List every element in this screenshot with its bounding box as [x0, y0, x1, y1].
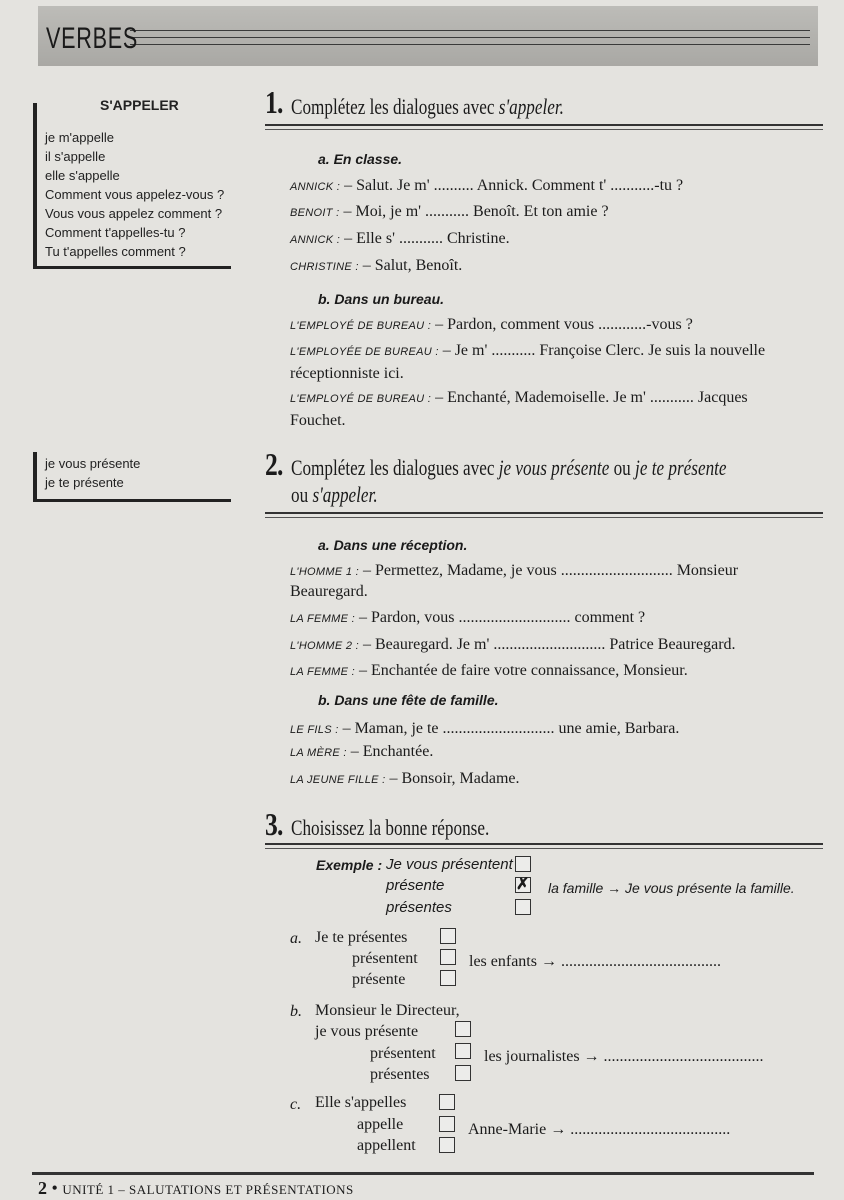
exercise1-title-text: Complétez les dialogues avec — [291, 94, 499, 119]
exercise1a-heading: a. En classe. — [318, 151, 403, 167]
exercise3-rule — [265, 843, 823, 849]
utterance: Fouchet. — [290, 412, 346, 429]
dialogue-line — [290, 174, 825, 199]
item-b-option: je vous présente — [315, 1023, 419, 1040]
utterance: – Bonsoir, Madame. — [389, 770, 520, 787]
item-c-checkbox[interactable] — [439, 1116, 455, 1132]
dialogue-line — [290, 580, 825, 603]
item-b-answer-line[interactable]: les journalistes → ........................................ — [484, 1048, 764, 1065]
speaker: CHRISTINE : — [290, 261, 359, 273]
sidebar1-bottom-rule — [33, 266, 231, 269]
exercise2-title-text: Complétez les dialogues avec — [291, 455, 499, 480]
speaker: LA MÈRE : — [290, 747, 347, 759]
dialogue-line — [290, 227, 825, 252]
item-c-checkbox[interactable] — [439, 1137, 455, 1153]
utterance: – Enchanté, Mademoiselle. Je m' ........... Jacques — [435, 389, 748, 406]
sidebar2-bar — [33, 452, 37, 502]
utterance: Beauregard. — [290, 583, 368, 600]
sidebar1-line: elle s'appelle — [45, 168, 120, 183]
speaker: BENOIT : — [290, 207, 340, 219]
footer-rule — [32, 1172, 814, 1175]
sidebar2-line: je te présente — [45, 475, 124, 490]
item-c-option: Elle s'appelles — [315, 1094, 407, 1111]
speaker: LE FILS : — [290, 724, 339, 736]
utterance: réceptionniste ici. — [290, 365, 404, 382]
example-answer: la famille → Je vous présente la famille. — [548, 880, 795, 896]
item-c-option: appellent — [357, 1137, 416, 1154]
item-b-option: présentent — [370, 1045, 436, 1062]
item-b-option: présentes — [370, 1066, 430, 1083]
exercise2-title-verb: s'appeler. — [312, 482, 378, 507]
dialogue-line — [290, 659, 825, 684]
utterance: – Permettez, Madame, je vous ............................ Monsieur — [362, 562, 739, 579]
page-number: 2 — [38, 1178, 47, 1198]
item-c-checkbox[interactable] — [439, 1094, 455, 1110]
utterance: – Pardon, vous ............................ comment ? — [358, 609, 646, 626]
dialogue-line — [290, 409, 825, 432]
dialogue-line — [290, 606, 825, 631]
item-c-answer-line[interactable]: Anne-Marie → ........................................ — [468, 1121, 731, 1138]
page-footer — [38, 1178, 354, 1199]
exercise1b-heading: b. Dans un bureau. — [318, 291, 445, 307]
sidebar1-title: S'APPELER — [100, 97, 179, 113]
exercise3-number: 3. — [265, 806, 283, 842]
sidebar2-list — [45, 454, 140, 492]
footer-bullet: • — [51, 1178, 58, 1198]
example-option: présente — [386, 877, 445, 894]
dialogue-line — [290, 200, 825, 225]
speaker: ANNICK : — [290, 234, 341, 246]
header-rule-2 — [130, 37, 810, 38]
exercise2-title-or: ou — [609, 455, 636, 480]
dialogue-line — [290, 339, 825, 364]
item-a-option: Je te présentes — [315, 929, 408, 946]
speaker: L'HOMME 1 : — [290, 566, 359, 578]
utterance: – Beauregard. Je m' ............................ Patrice Beauregard. — [362, 636, 736, 653]
example-option: présentes — [386, 899, 452, 916]
sidebar1-line: je m'appelle — [45, 130, 114, 145]
exercise1-number: 1. — [265, 84, 283, 120]
dialogue-line — [290, 313, 825, 338]
item-b-checkbox[interactable] — [455, 1065, 471, 1081]
utterance: – Moi, je m' ........... Benoît. Et ton amie ? — [343, 203, 609, 220]
sidebar1-line: Tu t'appelles comment ? — [45, 244, 186, 259]
example-option: Je vous présentent — [386, 856, 513, 873]
header-band — [38, 6, 818, 66]
utterance: – Enchantée de faire votre connaissance, Monsieur. — [358, 662, 688, 679]
section-title: VERBES — [46, 22, 138, 55]
item-b-checkbox[interactable] — [455, 1021, 471, 1037]
speaker: L'EMPLOYÉ DE BUREAU : — [290, 393, 432, 405]
example-checkbox-checked[interactable] — [515, 877, 531, 893]
exercise1-title — [291, 94, 564, 120]
utterance: – Pardon, comment vous ............-vous ? — [435, 316, 693, 333]
speaker: L'HOMME 2 : — [290, 640, 359, 652]
exercise1-title-verb: s'appeler. — [498, 94, 564, 119]
item-a-checkbox[interactable] — [440, 928, 456, 944]
header-rule-1 — [130, 30, 810, 31]
item-c-option: appelle — [357, 1116, 404, 1133]
exercise2-rule — [265, 512, 823, 518]
speaker: LA FEMME : — [290, 613, 355, 625]
item-a-answer-line[interactable]: les enfants → ........................................ — [469, 953, 721, 970]
item-a-label: a. — [290, 930, 302, 947]
example-label: Exemple : — [316, 857, 383, 873]
dialogue-line — [290, 362, 825, 385]
example-checkbox[interactable] — [515, 899, 531, 915]
utterance: – Elle s' ........... Christine. — [344, 230, 510, 247]
exercise2-title-line2 — [291, 482, 378, 508]
example-checkbox[interactable] — [515, 856, 531, 872]
exercise2a-heading: a. Dans une réception. — [318, 537, 468, 553]
dialogue-line — [290, 717, 825, 742]
item-b-lead: Monsieur le Directeur, — [315, 1002, 460, 1019]
exercise1-rule — [265, 124, 823, 130]
item-b-checkbox[interactable] — [455, 1043, 471, 1059]
dialogue-line — [290, 633, 825, 658]
exercise2-title-phrase1: je vous présente — [498, 455, 610, 480]
speaker: LA JEUNE FILLE : — [290, 774, 386, 786]
exercise2-title-or2: ou — [291, 482, 313, 507]
item-b-label: b. — [290, 1003, 302, 1020]
sidebar1-line: Comment vous appelez-vous ? — [45, 187, 225, 202]
utterance: – Enchantée. — [350, 743, 434, 760]
speaker: L'EMPLOYÉ DE BUREAU : — [290, 320, 432, 332]
utterance: – Maman, je te ............................ une amie, Barbara. — [342, 720, 680, 737]
item-a-checkbox[interactable] — [440, 949, 456, 965]
item-a-checkbox[interactable] — [440, 970, 456, 986]
dialogue-line — [290, 767, 825, 792]
item-c-label: c. — [290, 1096, 302, 1113]
sidebar2-bottom-rule — [33, 499, 231, 502]
exercise2-title-line1 — [291, 455, 727, 481]
item-a-option: présente — [352, 971, 406, 988]
sidebar1-bar — [33, 103, 37, 269]
sidebar1-line: Vous vous appelez comment ? — [45, 206, 223, 221]
dialogue-line — [290, 386, 825, 411]
utterance: – Salut, Benoît. — [362, 257, 463, 274]
dialogue-line — [290, 254, 825, 279]
sidebar2-line: je vous présente — [45, 456, 141, 471]
sidebar1-line: il s'appelle — [45, 149, 106, 164]
exercise2-number: 2. — [265, 446, 283, 482]
exercise3-title: Choisissez la bonne réponse. — [291, 815, 490, 840]
speaker: ANNICK : — [290, 181, 341, 193]
sidebar1-line: Comment t'appelles-tu ? — [45, 225, 186, 240]
exercise2b-heading: b. Dans une fête de famille. — [318, 692, 499, 708]
utterance: – Salut. Je m' .......... Annick. Comment t' ...........-tu ? — [344, 177, 684, 194]
item-a-option: présentent — [352, 950, 418, 967]
header-rule-3 — [130, 44, 810, 45]
speaker: L'EMPLOYÉE DE BUREAU : — [290, 346, 439, 358]
exercise2-title-phrase2: je te présente — [635, 455, 727, 480]
speaker: LA FEMME : — [290, 666, 355, 678]
dialogue-line — [290, 740, 825, 765]
utterance: – Je m' ........... Françoise Clerc. Je suis la nouvelle — [442, 342, 766, 359]
footer-unit-title: UNITÉ 1 – SALUTATIONS ET PRÉSENTATIONS — [62, 1182, 354, 1197]
sidebar1-conjugation — [45, 128, 224, 261]
